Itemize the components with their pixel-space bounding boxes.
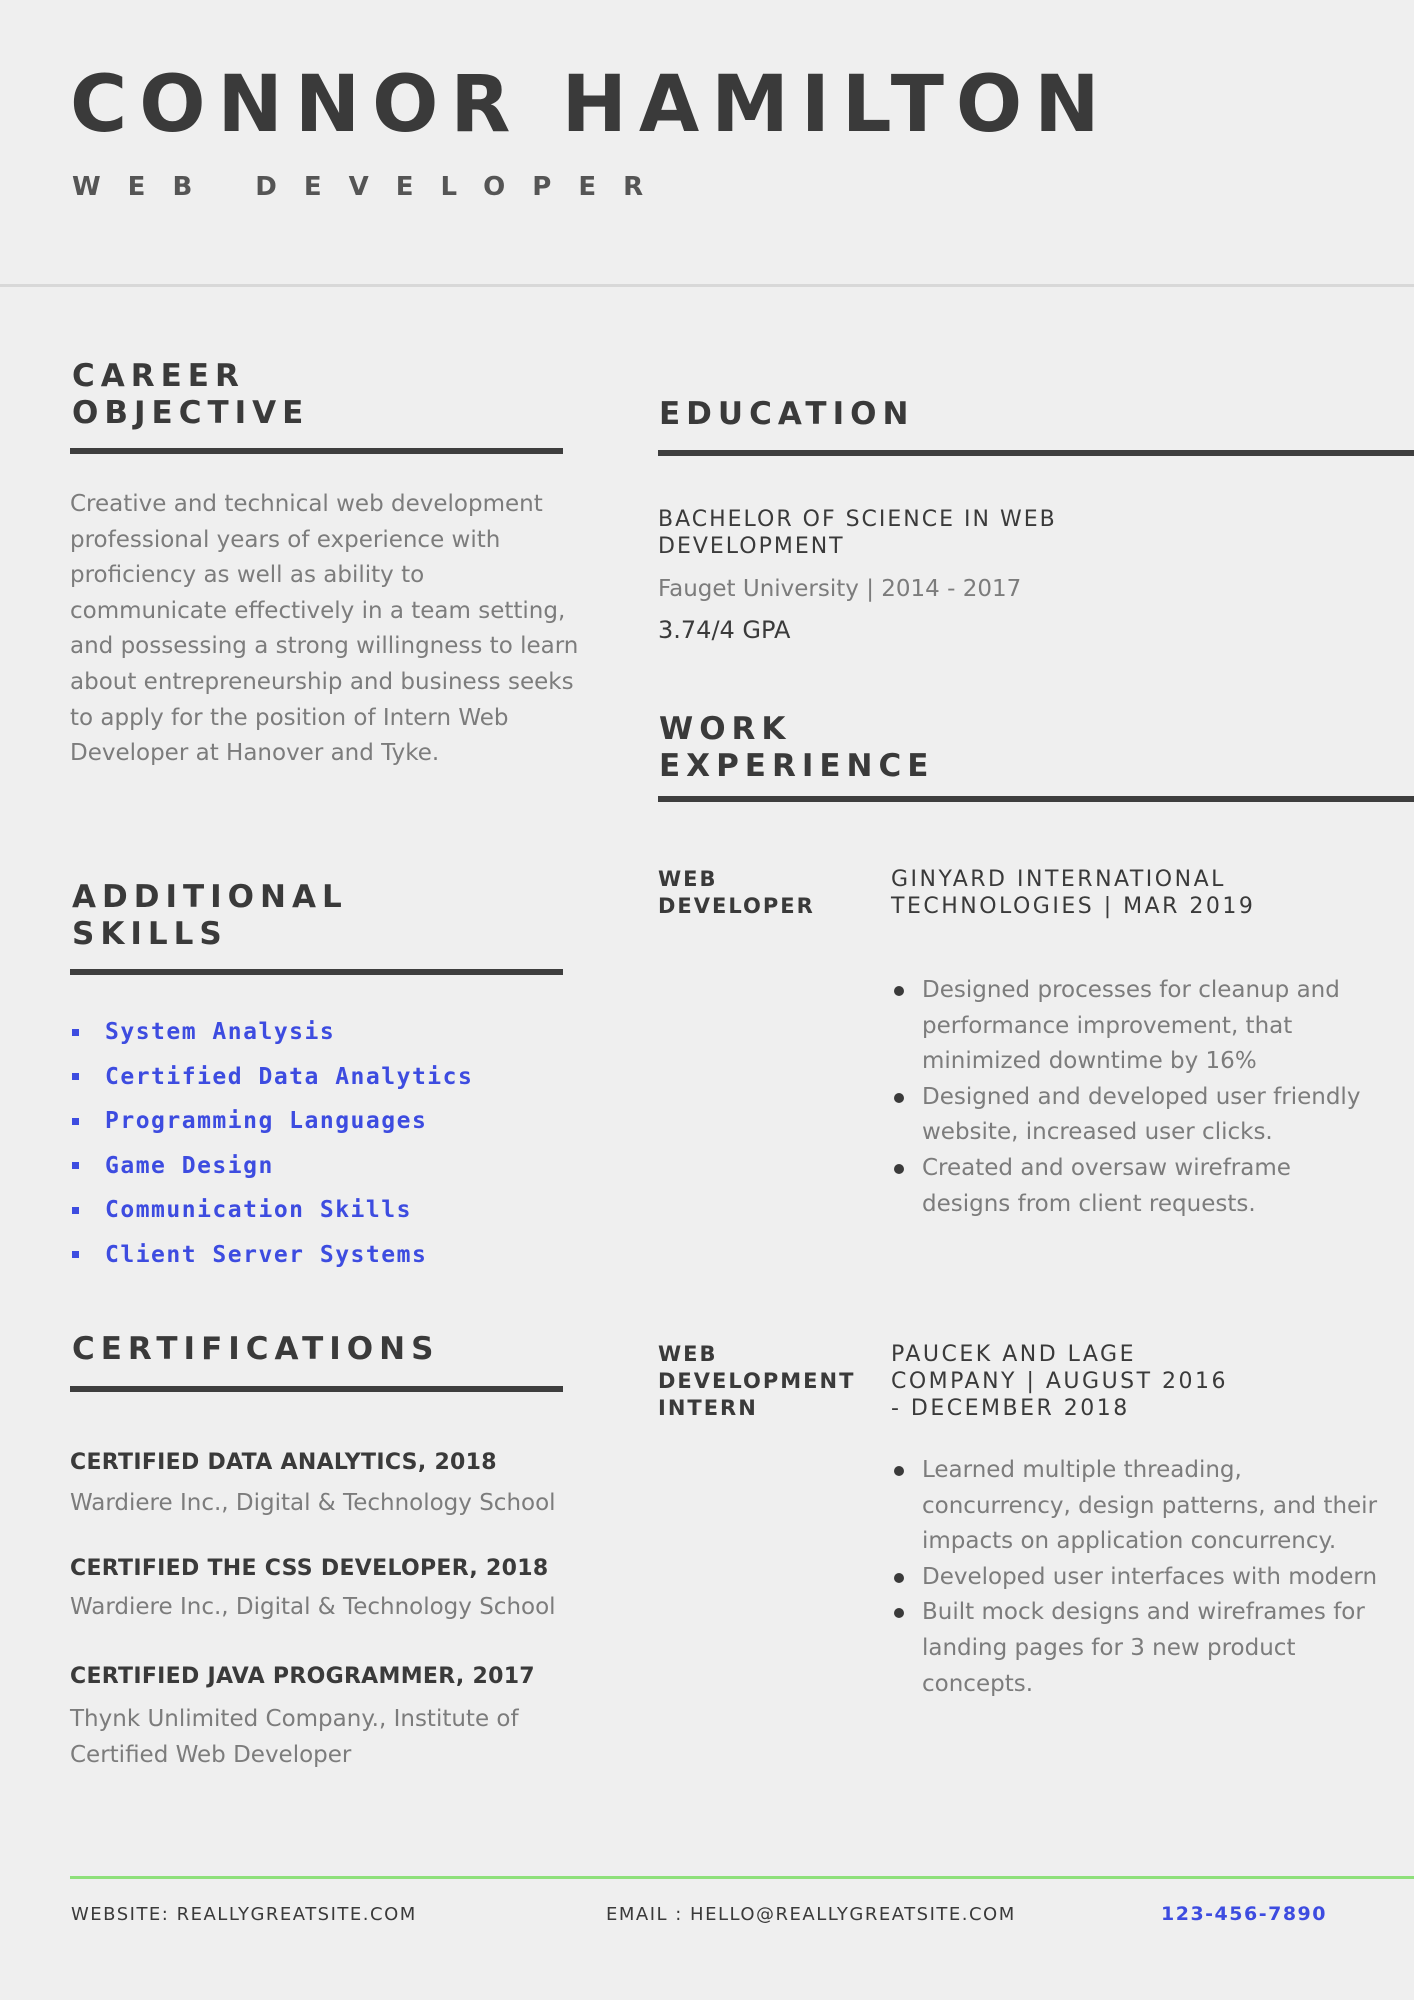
footer-website[interactable]: WEBSITE: REALLYGREATSITE.COM: [71, 1904, 417, 1925]
skill-label: Programming Languages: [105, 1108, 428, 1135]
bullet-dot-icon: [894, 1608, 904, 1618]
bullet-dot-icon: [894, 1466, 904, 1476]
square-bullet-icon: [72, 1073, 79, 1080]
job-title: WEB DEVELOPER: [658, 867, 815, 918]
bullet-dot-icon: [894, 1093, 904, 1103]
header-divider: [0, 284, 1414, 287]
education-school: Fauget University | 2014 - 2017: [658, 576, 1022, 602]
skill-item: [72, 1233, 473, 1278]
education-degree: BACHELOR OF SCIENCE IN WEB DEVELOPMENT: [658, 507, 1057, 559]
cert-org: Wardiere Inc., Digital & Technology School: [70, 1490, 556, 1516]
work-heading: WORK EXPERIENCE: [659, 711, 935, 784]
bullet-item: [892, 1453, 1382, 1560]
bullet-text: Created and oversaw wireframe designs from client requests.: [922, 1154, 1291, 1217]
career-objective-text: Creative and technical web development professional years of experience with proficiency as well as ability to communicate effectively in a team setting, and possessing a strong willingness to learn about entrepreneurship and business seeks to apply for the position of Intern Web Developer at Hanover and Tyke.: [70, 491, 579, 767]
footer-divider: [70, 1876, 1414, 1879]
skill-item: [72, 1099, 473, 1144]
job-bullets: [892, 1453, 1382, 1702]
square-bullet-icon: [72, 1118, 79, 1125]
certifications-rule: [70, 1386, 563, 1392]
cert-title: CERTIFIED DATA ANALYTICS, 2018: [70, 1450, 497, 1475]
career-objective-heading: CAREER OBJECTIVE: [72, 358, 310, 431]
skills-rule: [70, 969, 563, 975]
bullet-text: Built mock designs and wireframes for landing pages for 3 new product concepts.: [922, 1599, 1365, 1697]
cert-org: Thynk Unlimited Company., Institute of Certified Web Developer: [70, 1706, 519, 1768]
skill-label: Communication Skills: [105, 1197, 412, 1224]
skill-item: [72, 1188, 473, 1233]
skill-label: Client Server Systems: [105, 1241, 428, 1268]
square-bullet-icon: [72, 1207, 79, 1214]
bullet-text: Designed and developed user friendly website, increased user clicks.: [922, 1083, 1361, 1146]
cert-title: CERTIFIED THE CSS DEVELOPER, 2018: [70, 1556, 549, 1581]
skills-heading: ADDITIONAL SKILLS: [72, 879, 348, 952]
candidate-name: CONNOR HAMILTON: [70, 60, 1112, 150]
square-bullet-icon: [72, 1029, 79, 1036]
footer-email[interactable]: EMAIL : HELLO@REALLYGREATSITE.COM: [606, 1904, 1016, 1925]
job-bullets: [892, 973, 1382, 1222]
square-bullet-icon: [72, 1162, 79, 1169]
skill-item: [72, 1144, 473, 1189]
skill-label: System Analysis: [105, 1019, 336, 1046]
bullet-text: Designed processes for cleanup and performance improvement, that minimized downtime by 16%: [922, 977, 1340, 1075]
candidate-role: WEB DEVELOPER: [72, 172, 671, 202]
cert-org: Wardiere Inc., Digital & Technology School: [70, 1594, 556, 1620]
bullet-item: [892, 1151, 1382, 1222]
bullet-item: [892, 1560, 1382, 1596]
bullet-item: [892, 1080, 1382, 1151]
skills-list: [72, 1010, 473, 1277]
skill-item: [72, 1010, 473, 1055]
education-gpa: 3.74/4 GPA: [658, 616, 791, 644]
square-bullet-icon: [72, 1251, 79, 1258]
job-company: GINYARD INTERNATIONAL TECHNOLOGIES | MAR 2019: [891, 867, 1256, 919]
bullet-dot-icon: [894, 1164, 904, 1174]
skill-item: [72, 1055, 473, 1100]
bullet-text: Developed user interfaces with modern: [922, 1563, 1378, 1590]
education-heading: EDUCATION: [659, 396, 915, 432]
job-title: WEB DEVELOPMENT INTERN: [658, 1342, 856, 1420]
footer-phone[interactable]: 123-456-7890: [1161, 1903, 1327, 1925]
work-rule: [658, 796, 1414, 802]
career-objective-rule: [70, 448, 563, 454]
cert-title: CERTIFIED JAVA PROGRAMMER, 2017: [70, 1664, 535, 1689]
certifications-heading: CERTIFICATIONS: [72, 1331, 440, 1367]
job-company: PAUCEK AND LAGE COMPANY | AUGUST 2016 - DECEMBER 2018: [891, 1342, 1229, 1421]
bullet-item: [892, 973, 1382, 1080]
education-rule: [658, 450, 1414, 456]
bullet-dot-icon: [894, 1573, 904, 1583]
bullet-dot-icon: [894, 986, 904, 996]
bullet-text: Learned multiple threading, concurrency, design patterns, and their impacts on application concurrency.: [922, 1457, 1378, 1555]
skill-label: Game Design: [105, 1152, 274, 1179]
skill-label: Certified Data Analytics: [105, 1063, 474, 1090]
bullet-item: [892, 1595, 1382, 1702]
